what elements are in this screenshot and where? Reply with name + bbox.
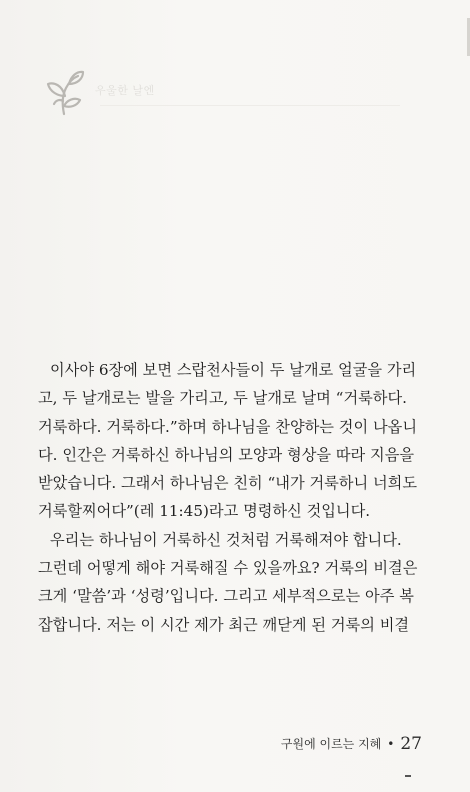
text-line: 받았습니다. 그래서 하나님은 친히 “내가 거룩하니 너희도 <box>38 474 417 493</box>
faint-rule <box>100 105 400 106</box>
page-footer <box>281 734 422 754</box>
print-mark <box>405 775 411 777</box>
text-line: 거룩하다. 거룩하다.”하며 하나님을 찬양하는 것이 나옵니 <box>38 417 417 436</box>
text-line: 그런데 어떻게 해야 거룩해질 수 있을까요? 거룩의 비결은 <box>38 559 418 578</box>
text-line: 다. 인간은 거룩하신 하나님의 모양과 형상을 따라 지음을 <box>38 445 415 464</box>
text-line: 고, 두 날개로는 발을 가리고, 두 날개로 날며 “거룩하다. <box>38 389 407 408</box>
text-line: 거룩할찌어다”(레 11:45)라고 명령하신 것입니다. <box>38 502 371 521</box>
body-paragraphs <box>38 356 418 639</box>
faint-section-title: 우울한 날엔 <box>95 84 155 97</box>
leaf-sprout-ornament-icon <box>40 66 86 118</box>
running-book-title: 구원에 이르는 지혜 <box>280 737 382 751</box>
footer-separator: • <box>387 737 395 751</box>
text-line: 잡합니다. 저는 이 시간 제가 최근 깨닫게 된 거룩의 비결 <box>38 615 410 634</box>
text-line: 크게 ‘말씀’과 ‘성령’입니다. 그리고 세부적으로는 아주 복 <box>38 587 414 606</box>
text-line: 이사야 6장에 보면 스랍천사들이 두 날개로 얼굴을 가리 <box>50 361 417 379</box>
page-number: 27 <box>400 734 422 754</box>
text-line: 우리는 하나님이 거룩하신 것처럼 거룩해져야 합니다. <box>50 530 402 549</box>
